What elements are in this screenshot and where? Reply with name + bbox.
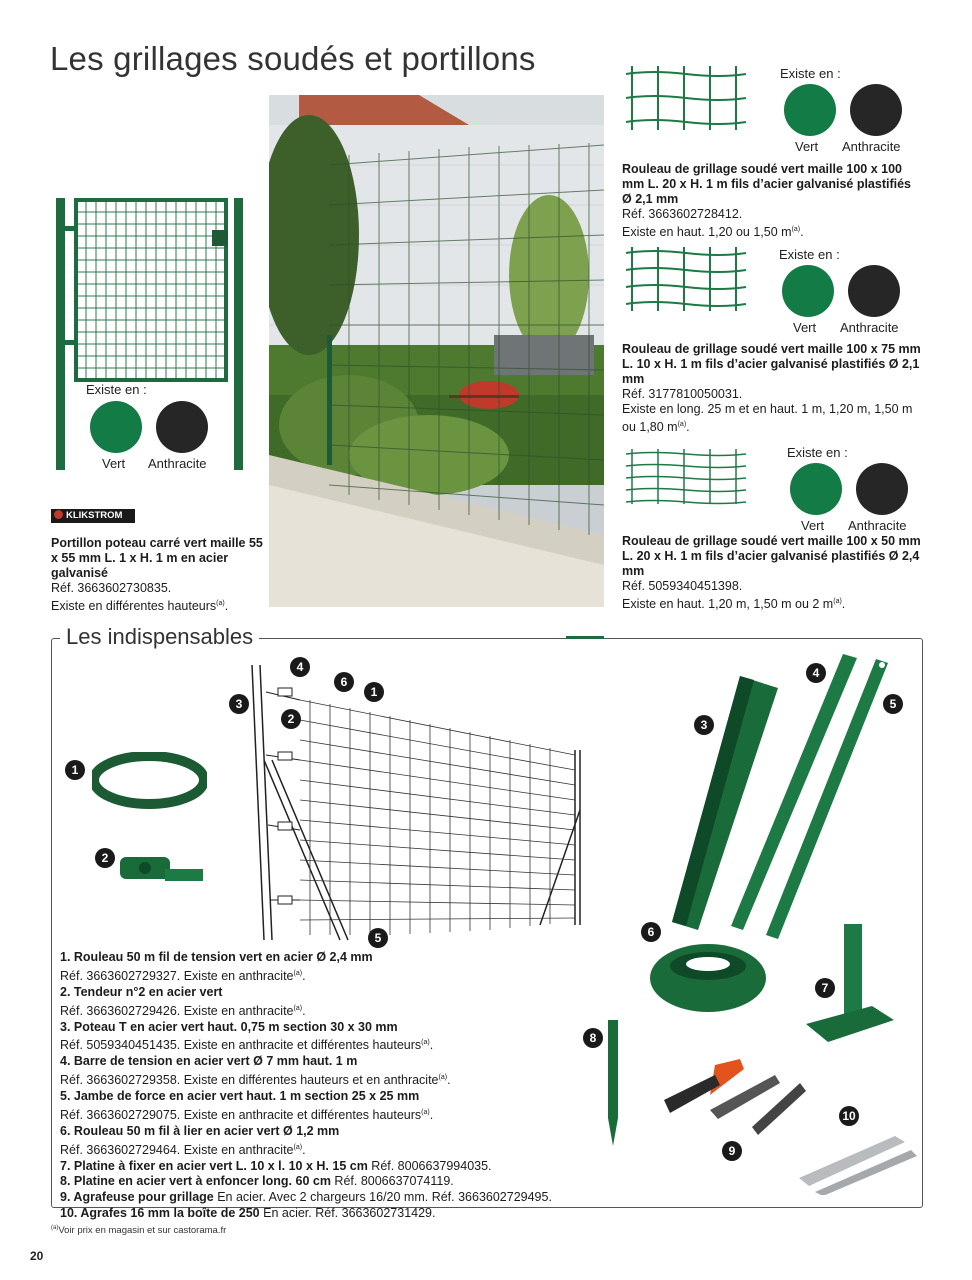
badge-1: 1: [65, 760, 85, 780]
p3-title: Rouleau de grillage soudé vert maille 100 x 50 mm L. 20 x H. 1 m fils d’acier galvanisé plastifiés Ø 2,4 mm: [622, 534, 921, 578]
brace-image: [762, 655, 892, 943]
fence-diagram: [240, 660, 585, 945]
gate-note: Existe en différentes hauteurs$^{(a)}$.: [51, 599, 229, 614]
p2-swatch-anthracite-label: Anthracite: [840, 320, 899, 335]
list-item-ref: Réf. 3663602729464. Existe en anthracite$^{(a)}$.: [60, 1142, 306, 1157]
list-item-ref: Réf. 3663602729426. Existe en anthracite$^{(a)}$.: [60, 1003, 306, 1018]
wire-coil-image: [92, 752, 207, 810]
diagram-badge-1: 1: [364, 682, 384, 702]
list-item: 3. Poteau T en acier vert haut. 0,75 m section 30 x 30 mm: [60, 1019, 398, 1034]
list-item: 7. Platine à fixer en acier vert L. 10 x l. 10 x H. 15 cm Réf. 8006637994035.: [60, 1158, 492, 1173]
p2-swatch-anthracite[interactable]: [848, 265, 900, 317]
indispensables-list: [60, 950, 660, 1222]
p2-swatch-vert-label: Vert: [793, 320, 817, 335]
p1-swatch-vert-label: Vert: [795, 139, 819, 154]
list-item: 2. Tendeur n°2 en acier vert: [60, 984, 223, 999]
gate-swatch-vert[interactable]: [90, 401, 142, 453]
p3-note: Existe en haut. 1,20 m, 1,50 m ou 2 $m^{(a)}$.: [622, 597, 846, 612]
list-item: 9. Agrafeuse pour grillage En acier. Avec 2 chargeurs 16/20 mm. Réf. 3663602729495.: [60, 1190, 552, 1205]
mesh-100x75-image: [622, 243, 750, 313]
diagram-badge-6: 6: [334, 672, 354, 692]
list-item: 8. Platine en acier vert à enfoncer long. 60 cm Réf. 8006637074119.: [60, 1174, 454, 1189]
stapler-image: [660, 1055, 810, 1140]
frame-accent: [566, 636, 604, 639]
mesh-100x50-image: [622, 446, 750, 506]
diagram-badge-2: 2: [281, 709, 301, 729]
gate-ref: Réf. 3663602730835.: [51, 581, 172, 595]
p3-description: [622, 534, 922, 612]
badge-2: 2: [95, 848, 115, 868]
p3-swatch-anthracite-label: Anthracite: [848, 518, 907, 533]
p1-swatch-anthracite-label: Anthracite: [842, 139, 901, 154]
gate-existe-label: Existe en :: [86, 382, 147, 397]
list-item: 6. Rouleau 50 m fil à lier en acier vert Ø 1,2 mm: [60, 1123, 340, 1138]
gate-swatch-anthracite[interactable]: [156, 401, 208, 453]
p2-description: [622, 342, 922, 435]
gate-image: [48, 190, 248, 472]
list-item: 4. Barre de tension en acier vert Ø 7 mm haut. 1 m: [60, 1054, 358, 1069]
garden-photo: [269, 95, 604, 607]
list-item: 1. Rouleau 50 m fil de tension vert en acier Ø 2,4 mm: [60, 950, 373, 964]
p1-title: Rouleau de grillage soudé vert maille 100 x 100 mm L. 20 x H. 1 m fils d’acier galvanisé plastifiés Ø 2,1 mm: [622, 162, 912, 206]
badge-6: 6: [641, 922, 661, 942]
list-item-ref: Réf. 3663602729358. Existe en différentes hauteurs et en anthracite$^{(a)}$.: [60, 1073, 451, 1088]
badge-9: 9: [722, 1141, 742, 1161]
brand-dot-icon: [54, 510, 63, 519]
indispensables-title: Les indispensables: [60, 624, 259, 650]
gate-swatch-vert-label: Vert: [102, 456, 126, 471]
base-plate-image: [802, 920, 897, 1050]
list-item: 10. Agrafes 16 mm la boîte de 250 En acier. Réf. 3663602731429.: [60, 1205, 436, 1220]
badge-7: 7: [815, 978, 835, 998]
p2-ref: Réf. 3177810050031.: [622, 387, 743, 401]
staples-image: [795, 1130, 920, 1195]
list-item-ref: Réf. 5059340451435. Existe en anthracite et différentes hauteurs$^{(a)}$.: [60, 1038, 434, 1053]
binding-wire-image: [646, 938, 771, 1018]
badge-4: 4: [806, 663, 826, 683]
list-item-ref: Réf. 3663602729327. Existe en anthracite$^{(a)}$.: [60, 968, 306, 983]
p1-ref: Réf. 3663602728412.: [622, 207, 743, 221]
p1-swatch-anthracite[interactable]: [850, 84, 902, 136]
p3-swatch-vert-label: Vert: [801, 518, 825, 533]
p2-title: Rouleau de grillage soudé vert maille 100 x 75 mm L. 10 x H. 1 m fils d’acier galvanisé plastifiés Ø 2,1 mm: [622, 342, 921, 386]
gate-description: [51, 536, 266, 614]
list-item: 5. Jambe de force en acier vert haut. 1 m section 25 x 25 mm: [60, 1089, 420, 1103]
diagram-badge-3: 3: [229, 694, 249, 714]
badge-10: 10: [839, 1106, 859, 1126]
p2-swatch-vert[interactable]: [782, 265, 834, 317]
p2-existe-label: Existe en :: [779, 247, 840, 262]
list-item-ref: Réf. 3663602729075. Existe en anthracite et différentes hauteurs$^{(a)}$.: [60, 1107, 434, 1122]
p3-swatch-anthracite[interactable]: [856, 463, 908, 515]
badge-8: 8: [583, 1028, 603, 1048]
mesh-100x100-image: [622, 62, 750, 132]
p1-existe-label: Existe en :: [780, 66, 841, 81]
p2-note: Existe en long. 25 m et en haut. 1 m, 1,20 m, 1,50 m ou 1,80 $m^{(a)}$.: [622, 402, 913, 435]
p1-description: [622, 162, 922, 240]
diagram-badge-5: 5: [368, 928, 388, 948]
tensioner-image: [115, 845, 205, 893]
gate-title: Portillon poteau carré vert maille 55 x 55 mm L. 1 x H. 1 m en acier galvanisé: [51, 536, 263, 580]
gate-swatch-anthracite-label: Anthracite: [148, 456, 207, 471]
klikstrom-logo: KLIKSTROM: [51, 509, 135, 523]
footnote: $^{(a)}$Voir prix en magasin et sur castorama.fr: [51, 1225, 227, 1237]
diagram-badge-4: 4: [290, 657, 310, 677]
page-number: 20: [30, 1249, 44, 1263]
badge-5: 5: [883, 694, 903, 714]
p3-existe-label: Existe en :: [787, 445, 848, 460]
p1-note: Existe en haut. 1,20 ou 1,50 $m^{(a)}$.: [622, 225, 804, 240]
p3-ref: Réf. 5059340451398.: [622, 579, 743, 593]
p1-swatch-vert[interactable]: [784, 84, 836, 136]
badge-3: 3: [694, 715, 714, 735]
page-title: Les grillages soudés et portillons: [50, 40, 536, 77]
p3-swatch-vert[interactable]: [790, 463, 842, 515]
